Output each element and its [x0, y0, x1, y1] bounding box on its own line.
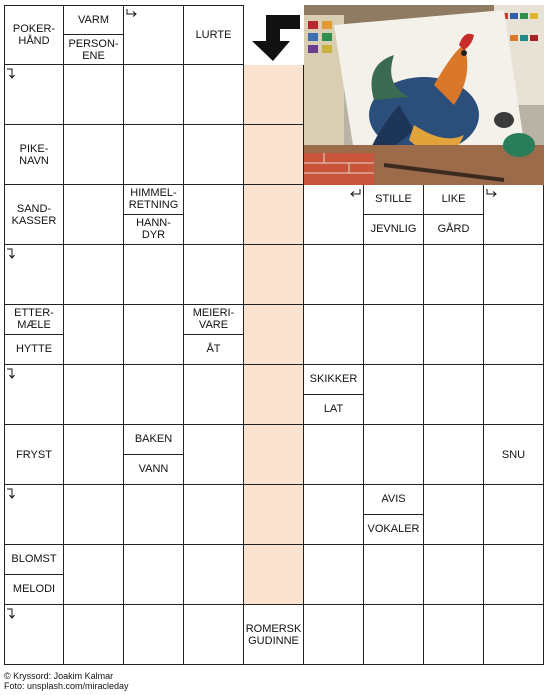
clue-cell: [4, 425, 64, 485]
clue-vokaler: VOKALER: [367, 523, 420, 536]
answer-cell[interactable]: [424, 545, 484, 605]
clue-cell: [4, 125, 64, 185]
answer-cell[interactable]: [124, 545, 184, 605]
clue-ettermaele: ETTER-MÆLE: [5, 305, 63, 335]
answer-cell[interactable]: [304, 245, 364, 305]
answer-cell[interactable]: [64, 125, 124, 185]
arrow-down-icon: [6, 488, 18, 500]
answer-cell[interactable]: [64, 185, 124, 245]
solution-answer-cell[interactable]: [244, 425, 304, 485]
solution-answer-cell[interactable]: [244, 185, 304, 245]
clue-cell: [4, 545, 64, 605]
answer-cell[interactable]: [484, 245, 544, 305]
answer-cell[interactable]: [364, 545, 424, 605]
answer-cell[interactable]: [184, 245, 244, 305]
answer-cell[interactable]: [124, 305, 184, 365]
answer-cell[interactable]: [484, 605, 544, 665]
answer-cell[interactable]: [124, 365, 184, 425]
clue-at: ÅT: [206, 343, 221, 356]
answer-cell[interactable]: [304, 305, 364, 365]
arrow-right-icon: [486, 188, 498, 200]
answer-cell[interactable]: [184, 365, 244, 425]
answer-cell[interactable]: [184, 65, 244, 125]
clue-cell: [364, 485, 424, 545]
answer-cell[interactable]: [64, 485, 124, 545]
solution-answer-cell[interactable]: [244, 305, 304, 365]
solution-answer-cell[interactable]: [244, 245, 304, 305]
clue-cell: [124, 425, 184, 485]
clue-hytte: HYTTE: [15, 343, 53, 356]
clue-cell: [304, 365, 364, 425]
clue-blomst: BLOMST: [5, 545, 63, 575]
answer-cell[interactable]: [64, 545, 124, 605]
answer-cell[interactable]: [484, 365, 544, 425]
arrow-down-icon: [6, 608, 18, 620]
answer-cell[interactable]: [424, 305, 484, 365]
clue-poker: POKER-HÅND: [12, 23, 56, 47]
answer-cell[interactable]: [184, 125, 244, 185]
clue-jevnlig: JEVNLIG: [370, 223, 417, 236]
answer-cell[interactable]: [304, 605, 364, 665]
solution-answer-cell[interactable]: [244, 65, 304, 125]
clue-snu: SNU: [501, 448, 526, 461]
answer-cell[interactable]: [424, 365, 484, 425]
clue-cell: [424, 185, 484, 245]
photo-credit: Foto: unsplash.com/miracleday: [4, 681, 129, 691]
clue-cell: [184, 5, 244, 65]
arrow-down-icon: [6, 248, 18, 260]
clue-cell: [184, 305, 244, 365]
answer-cell[interactable]: [64, 425, 124, 485]
clue-lat: LAT: [323, 403, 344, 416]
answer-cell[interactable]: [364, 605, 424, 665]
answer-cell[interactable]: [184, 185, 244, 245]
answer-cell[interactable]: [304, 485, 364, 545]
answer-cell[interactable]: [364, 305, 424, 365]
author-credit: © Kryssord: Joakim Kalmar: [4, 671, 114, 681]
clue-pikenavn: PIKE-NAVN: [19, 142, 49, 167]
arrow-right-icon: [126, 8, 138, 20]
solution-column-arrow-icon: [244, 5, 304, 65]
answer-cell[interactable]: [484, 545, 544, 605]
solution-answer-cell[interactable]: [244, 365, 304, 425]
answer-cell[interactable]: [124, 125, 184, 185]
solution-answer-cell[interactable]: [244, 125, 304, 185]
answer-cell[interactable]: [124, 605, 184, 665]
clue-cell: [124, 185, 184, 245]
clue-himmelretning: HIMMEL-RETNING: [124, 185, 183, 215]
answer-cell[interactable]: [484, 305, 544, 365]
clue-romersk-gudinne: ROMERSK GUDINNE: [245, 622, 302, 647]
clue-skikker: SKIKKER: [304, 365, 363, 395]
clue-fryst: FRYST: [16, 448, 52, 461]
rooster-photo: [304, 5, 544, 185]
answer-cell[interactable]: [64, 605, 124, 665]
clue-varm: VARM: [64, 6, 123, 35]
clue-cell: [364, 185, 424, 245]
clue-stille: STILLE: [364, 185, 423, 215]
clue-cell: [4, 5, 64, 65]
clue-cell: [4, 185, 64, 245]
clue-sandkasser: SAND-KASSER: [11, 202, 57, 227]
arrow-down-icon: [6, 368, 18, 380]
arrow-left-icon: [349, 188, 361, 200]
clue-meierivare: MEIERI-VARE: [184, 305, 243, 335]
clue-lurte: LURTE: [195, 29, 232, 41]
clue-handyr: HANN-DYR: [136, 217, 171, 242]
arrow-down-icon: [6, 68, 18, 80]
answer-cell[interactable]: [184, 605, 244, 665]
clue-cell: [4, 305, 64, 365]
answer-cell[interactable]: [64, 365, 124, 425]
solution-answer-cell[interactable]: [244, 545, 304, 605]
solution-answer-cell[interactable]: [244, 485, 304, 545]
answer-cell[interactable]: [484, 485, 544, 545]
clue-gard: GÅRD: [437, 223, 470, 236]
answer-cell[interactable]: [304, 425, 364, 485]
answer-cell[interactable]: [184, 425, 244, 485]
clue-melodi: MELODI: [12, 583, 56, 596]
answer-cell[interactable]: [364, 245, 424, 305]
answer-cell[interactable]: [364, 365, 424, 425]
answer-cell[interactable]: [424, 425, 484, 485]
answer-cell[interactable]: [184, 545, 244, 605]
clue-cell: [484, 425, 544, 485]
answer-cell[interactable]: [124, 245, 184, 305]
answer-cell[interactable]: [64, 65, 124, 125]
answer-cell[interactable]: [424, 605, 484, 665]
clue-like: LIKE: [424, 185, 483, 215]
answer-cell[interactable]: [64, 305, 124, 365]
answer-cell[interactable]: [124, 485, 184, 545]
clue-baken: BAKEN: [124, 425, 183, 455]
clue-avis: AVIS: [364, 485, 423, 515]
answer-cell[interactable]: [424, 245, 484, 305]
clue-personene: PERSON-ENE: [68, 37, 119, 62]
answer-cell[interactable]: [304, 545, 364, 605]
answer-cell[interactable]: [364, 425, 424, 485]
answer-cell[interactable]: [184, 485, 244, 545]
clue-cell: [244, 605, 304, 665]
answer-cell[interactable]: [424, 485, 484, 545]
clue-vann: VANN: [138, 463, 169, 476]
answer-cell[interactable]: [124, 65, 184, 125]
answer-cell[interactable]: [64, 245, 124, 305]
clue-cell: [64, 5, 124, 65]
